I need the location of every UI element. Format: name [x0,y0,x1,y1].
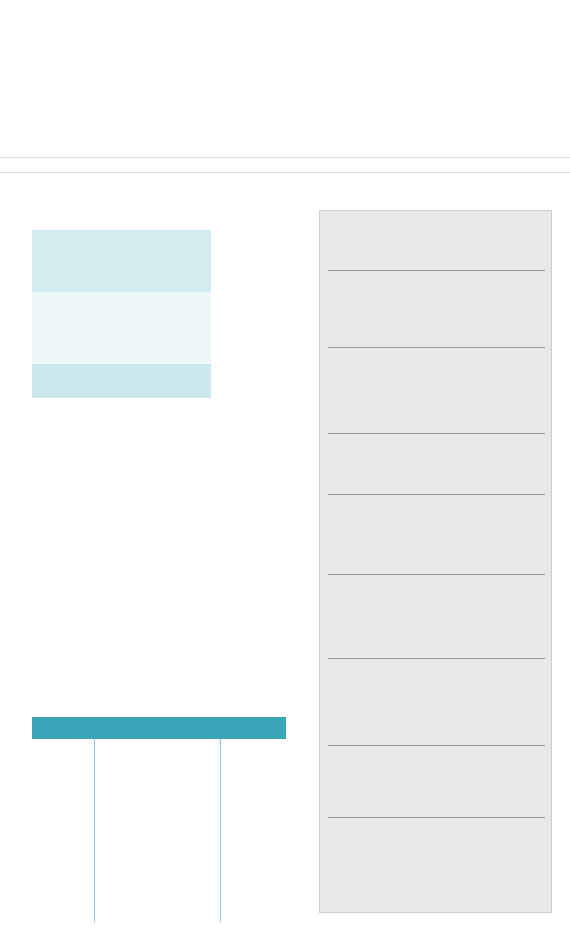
section-divider [328,658,545,659]
explanation-panel [319,210,552,913]
table-row [32,844,286,859]
table-row [32,859,286,874]
table-row [32,799,286,814]
table-row [32,875,286,890]
section-divider [328,270,545,271]
significant-ratios-chart [0,230,300,450]
additional-ratios-header [32,717,286,739]
header-divider-2 [0,172,570,173]
table-row [32,905,286,920]
acceptable-zone [32,292,211,364]
section-divider [328,745,545,746]
table-row [32,753,286,768]
toxic-ratios-chart [0,468,300,690]
high-zone [32,230,211,292]
section-divider [328,494,545,495]
header-divider [0,157,570,158]
table-row [32,829,286,844]
section-divider [328,347,545,348]
low-zone [32,364,211,398]
table-row [32,768,286,783]
section-divider [328,574,545,575]
section-divider [328,817,545,818]
table-row [32,783,286,798]
table-row [32,814,286,829]
scanned-ratio-sheet [0,212,300,927]
table-row [32,890,286,905]
section-divider [328,433,545,434]
additional-ratios-table [32,717,286,922]
